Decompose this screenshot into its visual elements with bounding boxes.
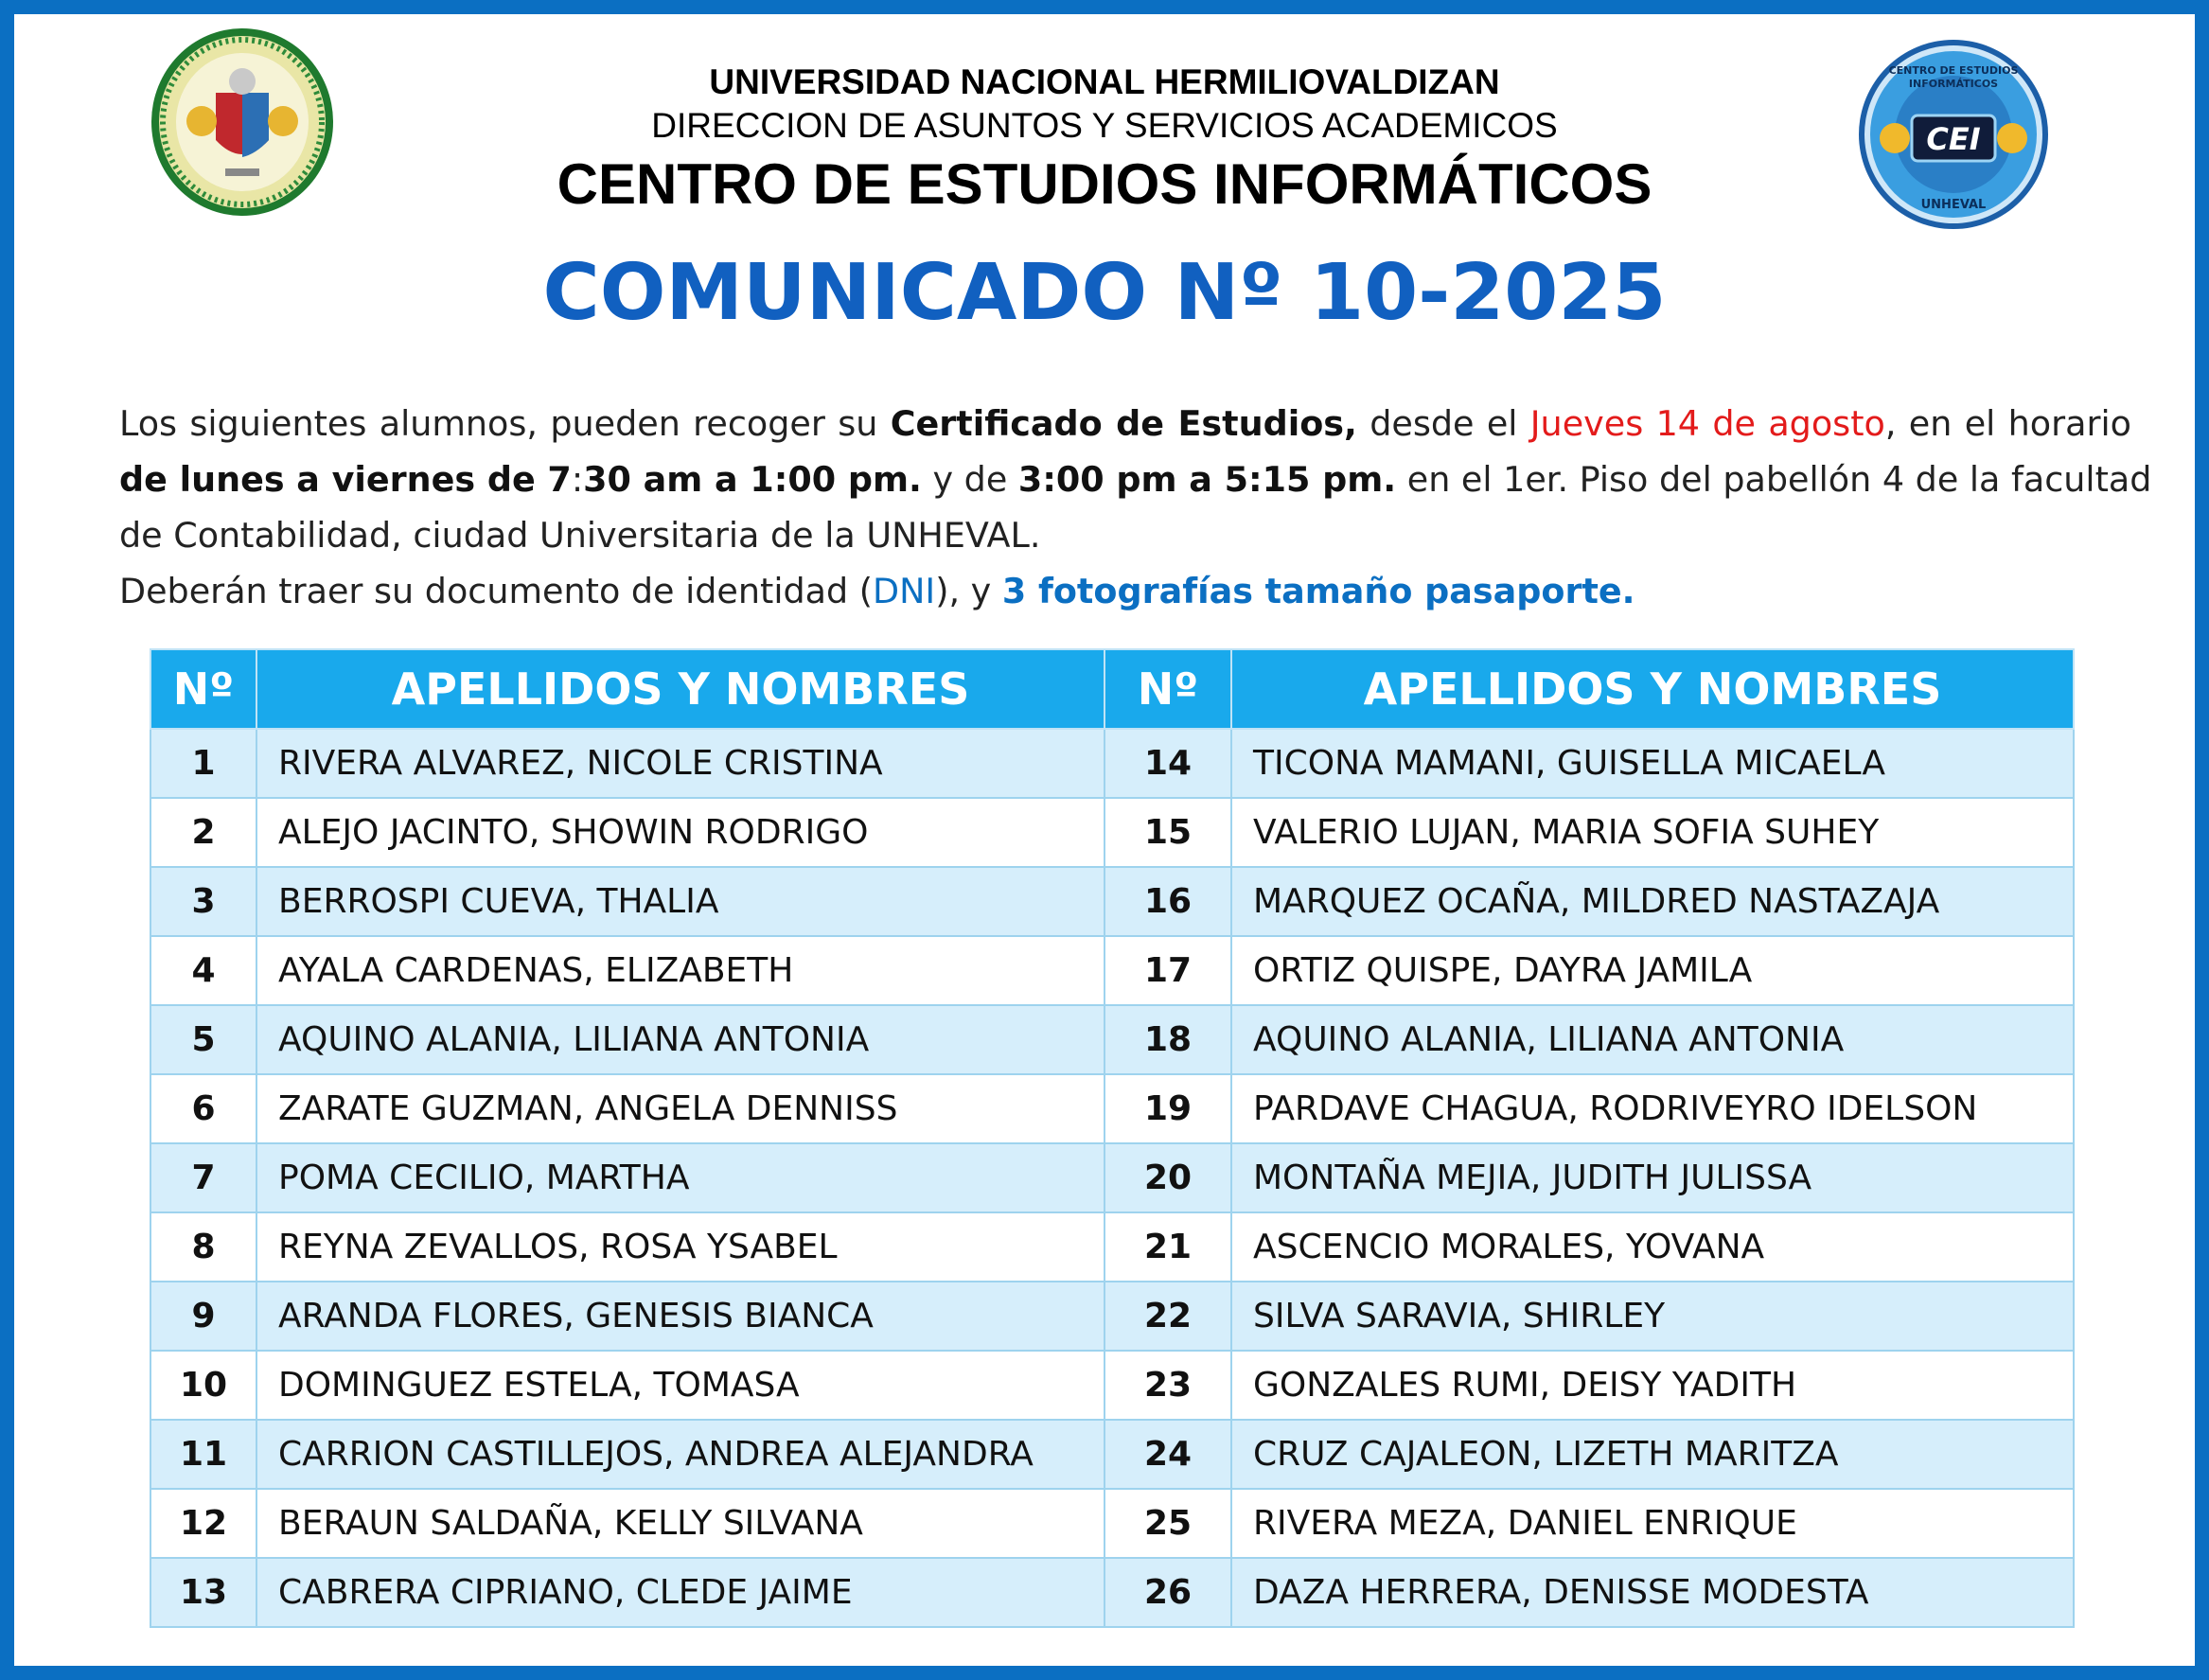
- student-name: SILVA SARAVIA, SHIRLEY: [1231, 1282, 2074, 1351]
- body-line-4: [119, 563, 2131, 619]
- col-header-name-2: APELLIDOS Y NOMBRES: [1231, 649, 2074, 729]
- student-name: BERAUN SALDAÑA, KELLY SILVANA: [256, 1489, 1104, 1558]
- table-row: [150, 1282, 2074, 1351]
- student-name: ORTIZ QUISPE, DAYRA JAMILA: [1231, 936, 2074, 1005]
- svg-text:CENTRO DE ESTUDIOS: CENTRO DE ESTUDIOS: [1888, 64, 2019, 77]
- col-header-name: APELLIDOS Y NOMBRES: [256, 649, 1104, 729]
- table-row: [150, 867, 2074, 936]
- row-number: 18: [1104, 1005, 1231, 1074]
- row-number: 6: [150, 1074, 256, 1143]
- row-number: 17: [1104, 936, 1231, 1005]
- row-number: 9: [150, 1282, 256, 1351]
- student-name: TICONA MAMANI, GUISELLA MICAELA: [1231, 729, 2074, 798]
- student-name: AYALA CARDENAS, ELIZABETH: [256, 936, 1104, 1005]
- row-number: 16: [1104, 867, 1231, 936]
- row-number: 8: [150, 1212, 256, 1282]
- body-text-segment: desde el: [1356, 403, 1530, 444]
- svg-text:UNHEVAL: UNHEVAL: [1920, 198, 1987, 212]
- student-name: VALERIO LUJAN, MARIA SOFIA SUHEY: [1231, 798, 2074, 867]
- row-number: 22: [1104, 1282, 1231, 1351]
- student-name: CARRION CASTILLEJOS, ANDREA ALEJANDRA: [256, 1420, 1104, 1489]
- row-number: 25: [1104, 1489, 1231, 1558]
- row-number: 1: [150, 729, 256, 798]
- body-text-segment: , en el horario: [1884, 403, 2131, 444]
- student-name: AQUINO ALANIA, LILIANA ANTONIA: [1231, 1005, 2074, 1074]
- student-name: RIVERA ALVAREZ, NICOLE CRISTINA: [256, 729, 1104, 798]
- body-text-segment: ), y: [935, 571, 1002, 611]
- dni-label: DNI: [873, 571, 936, 611]
- body-text-segment: :: [571, 459, 584, 500]
- row-number: 3: [150, 867, 256, 936]
- student-name: CRUZ CAJALEON, LIZETH MARITZA: [1231, 1420, 2074, 1489]
- row-number: 12: [150, 1489, 256, 1558]
- student-name: DOMINGUEZ ESTELA, TOMASA: [256, 1351, 1104, 1420]
- row-number: 5: [150, 1005, 256, 1074]
- table-row: [150, 1212, 2074, 1282]
- student-name: MONTAÑA MEJIA, JUDITH JULISSA: [1231, 1143, 2074, 1212]
- body-text-segment: Los siguientes alumnos, pueden recoger su: [119, 403, 891, 444]
- table-header-row: [150, 649, 2074, 729]
- row-number: 19: [1104, 1074, 1231, 1143]
- body-line-3: de Contabilidad, ciudad Universitaria de la UNHEVAL.: [119, 515, 1041, 556]
- table-row: [150, 729, 2074, 798]
- row-number: 11: [150, 1420, 256, 1489]
- student-name: GONZALES RUMI, DEISY YADITH: [1231, 1351, 2074, 1420]
- student-name: BERROSPI CUEVA, THALIA: [256, 867, 1104, 936]
- body-text-segment: en el 1er. Piso del pabellón 4 de la facultad: [1396, 459, 2152, 500]
- row-number: 10: [150, 1351, 256, 1420]
- schedule-morning-end: 30 am a 1:00 pm.: [583, 459, 922, 500]
- row-number: 20: [1104, 1143, 1231, 1212]
- body-line-1: [119, 396, 2131, 451]
- row-number: 26: [1104, 1558, 1231, 1627]
- table-row: [150, 798, 2074, 867]
- row-number: 4: [150, 936, 256, 1005]
- table-row: [150, 1074, 2074, 1143]
- communique-title: COMUNICADO Nº 10-2025: [542, 248, 1667, 338]
- table-row: [150, 1489, 2074, 1558]
- body-text-segment: y de: [921, 459, 1018, 500]
- student-name: POMA CECILIO, MARTHA: [256, 1143, 1104, 1212]
- student-name: DAZA HERRERA, DENISSE MODESTA: [1231, 1558, 2074, 1627]
- row-number: 24: [1104, 1420, 1231, 1489]
- table-row: [150, 1143, 2074, 1212]
- svg-text:CEI: CEI: [1926, 121, 1981, 157]
- table-row: [150, 936, 2074, 1005]
- body-text-segment: Deberán traer su documento de identidad (: [119, 571, 874, 611]
- row-number: 21: [1104, 1212, 1231, 1282]
- student-name: PARDAVE CHAGUA, RODRIVEYRO IDELSON: [1231, 1074, 2074, 1143]
- student-name: CABRERA CIPRIANO, CLEDE JAIME: [256, 1558, 1104, 1627]
- announcement-body: [119, 396, 2152, 619]
- photos-requirement: 3 fotografías tamaño pasaporte.: [1001, 571, 1635, 611]
- row-number: 7: [150, 1143, 256, 1212]
- student-name: REYNA ZEVALLOS, ROSA YSABEL: [256, 1212, 1104, 1282]
- student-name: RIVERA MEZA, DANIEL ENRIQUE: [1231, 1489, 2074, 1558]
- university-name: UNIVERSIDAD NACIONAL HERMILIOVALDIZAN: [709, 62, 1500, 101]
- table-row: [150, 1558, 2074, 1627]
- table-row: [150, 1005, 2074, 1074]
- student-name: ARANDA FLORES, GENESIS BIANCA: [256, 1282, 1104, 1351]
- student-table: [150, 648, 2075, 1628]
- center-name: CENTRO DE ESTUDIOS INFORMÁTICOS: [557, 152, 1652, 216]
- direction-name: DIRECCION DE ASUNTOS Y SERVICIOS ACADEMICOS: [651, 106, 1558, 145]
- student-name: ASCENCIO MORALES, YOVANA: [1231, 1212, 2074, 1282]
- row-number: 13: [150, 1558, 256, 1627]
- table-row: [150, 1351, 2074, 1420]
- row-number: 2: [150, 798, 256, 867]
- body-line-2: [119, 451, 2152, 507]
- svg-text:INFORMÁTICOS: INFORMÁTICOS: [1908, 78, 1999, 90]
- row-number: 23: [1104, 1351, 1231, 1420]
- col-header-num-2: Nº: [1104, 649, 1231, 729]
- schedule-morning: de lunes a viernes de 7: [119, 459, 572, 500]
- certificate-label: Certificado de Estudios,: [890, 403, 1357, 444]
- table-row: [150, 1420, 2074, 1489]
- row-number: 15: [1104, 798, 1231, 867]
- student-name: AQUINO ALANIA, LILIANA ANTONIA: [256, 1005, 1104, 1074]
- student-name: ZARATE GUZMAN, ANGELA DENNISS: [256, 1074, 1104, 1143]
- schedule-afternoon: 3:00 pm a 5:15 pm.: [1017, 459, 1397, 500]
- col-header-num: Nº: [150, 649, 256, 729]
- pickup-date: Jueves 14 de agosto: [1529, 403, 1885, 444]
- student-name: MARQUEZ OCAÑA, MILDRED NASTAZAJA: [1231, 867, 2074, 936]
- student-name: ALEJO JACINTO, SHOWIN RODRIGO: [256, 798, 1104, 867]
- row-number: 14: [1104, 729, 1231, 798]
